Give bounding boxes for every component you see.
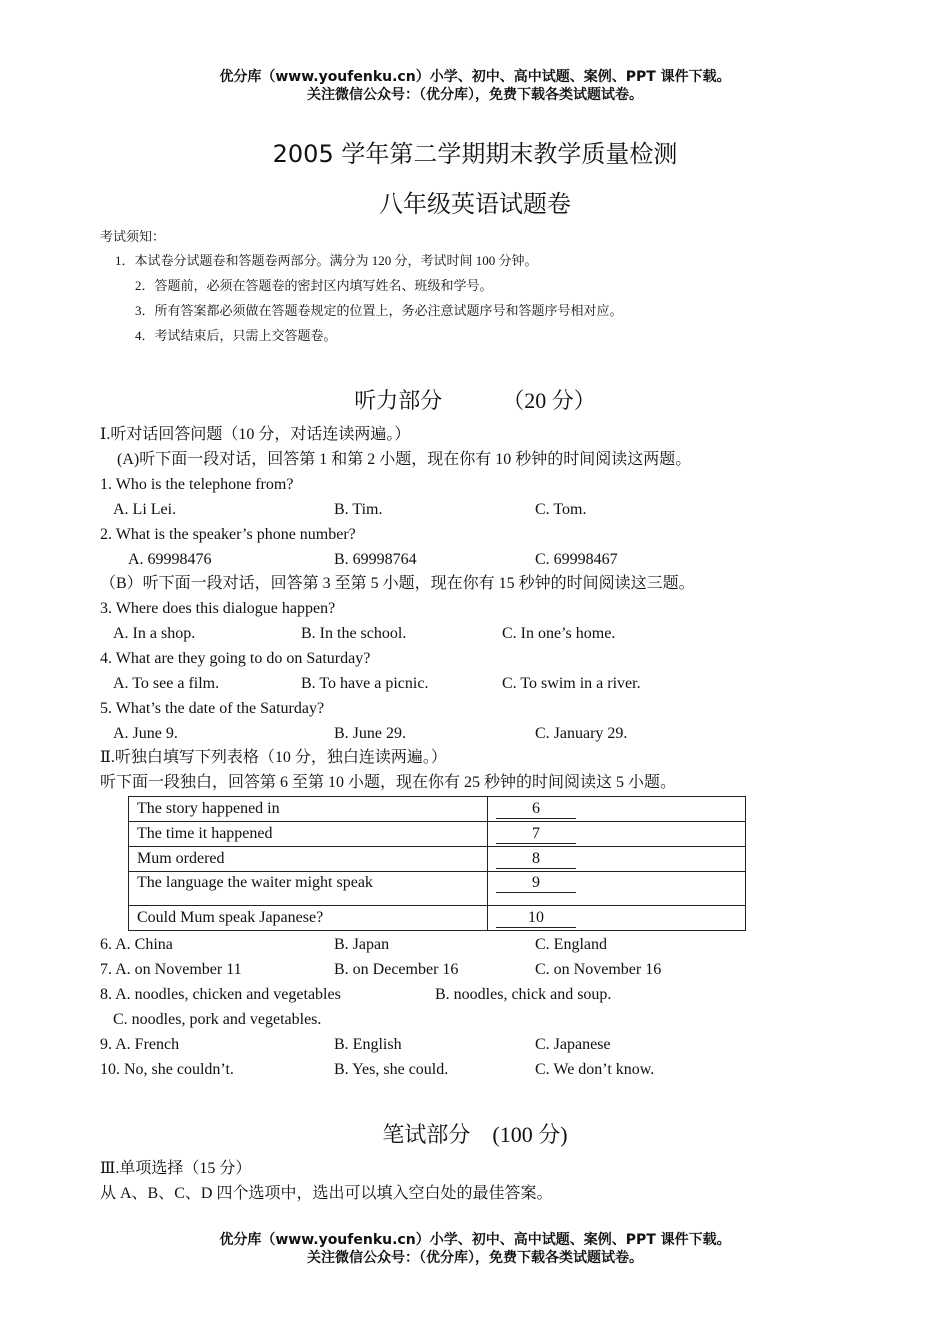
footer-line-1: 优分库（www.youfenku.cn）小学、初中、高中试题、案例、PPT 课件下载。 [219,1232,731,1248]
q6-option-b: B. Japan [334,936,390,953]
q3-option-a: A. In a shop. [113,625,196,642]
part3-heading: Ⅲ.单项选择（15 分） [100,1160,252,1177]
part2-intro: 听下面一段独白，回答第 6 至第 10 小题，现在你有 25 秒钟的时间阅读这 5 小题。 [100,774,677,791]
q5-option-c: C. January 29. [535,725,628,742]
q9-option-c: C. Japanese [535,1036,611,1053]
q4-option-c: C. To swim in a river. [502,675,641,692]
table-row [129,906,746,931]
q6-option-a: 6. A. China [100,936,173,953]
table-row [129,822,746,847]
answer-blank: 9 [496,874,576,893]
q8-option-a: 8. A. noodles, chicken and vegetables [100,986,341,1003]
part3-intro: 从 A、B、C、D 四个选项中，选出可以填入空白处的最佳答案。 [100,1185,553,1202]
q8-option-b: B. noodles, chick and soup. [435,986,612,1003]
written-score: (100 分) [492,1122,568,1147]
part2-heading: Ⅱ.听独白填写下列表格（10 分，独白连读两遍。） [100,749,447,766]
table-label: The time it happened [129,822,488,847]
monologue-table [128,796,746,931]
q10-option-a: 10. No, she couldn’t. [100,1061,234,1078]
part1-b-intro: （B）听下面一段对话，回答第 3 至第 5 小题，现在你有 15 秒钟的时间阅读这三题。 [100,575,695,592]
table-blank-cell [488,822,746,847]
header-line-2: 关注微信公众号：（优分库），免费下载各类试题试卷。 [307,87,643,103]
table-blank-cell [488,872,746,906]
q9-option-b: B. English [334,1036,402,1053]
q10-option-c: C. We don’t know. [535,1061,655,1078]
q3-option-c: C. In one’s home. [502,625,616,642]
q2-option-c: C. 69998467 [535,551,618,568]
part1-heading: Ⅰ.听对话回答问题（10 分，对话连读两遍。） [100,426,411,443]
answer-blank: 8 [496,850,576,869]
q1-option-c: C. Tom. [535,501,587,518]
q8-option-c: C. noodles, pork and vegetables. [113,1011,322,1028]
answer-blank: 10 [496,909,576,928]
written-section-heading [0,1118,950,1149]
notice-item: 2．答题前，必须在答题卷的密封区内填写姓名、班级和学号。 [135,278,493,293]
page-subtitle: 八年级英语试题卷 [379,190,571,218]
question-3: 3. Where does this dialogue happen? [100,600,336,617]
q5-option-a: A. June 9. [113,725,178,742]
q2-option-b: B. 69998764 [334,551,417,568]
table-label: The story happened in [129,797,488,822]
notice-item: 4．考试结束后，只需上交答题卷。 [135,328,337,343]
table-blank-cell [488,906,746,931]
table-blank-cell [488,797,746,822]
written-title: 笔试部分 [382,1122,471,1147]
answer-blank: 7 [496,825,576,844]
q5-option-b: B. June 29. [334,725,406,742]
q2-option-a: A. 69998476 [128,551,212,568]
page-title: 2005 学年第二学期期末教学质量检测 [272,140,678,168]
notice-item: 1．本试卷分试题卷和答题卷两部分。满分为 120 分，考试时间 100 分钟。 [115,253,538,268]
notice-heading: 考试须知： [100,229,166,244]
part1-a-intro: (A)听下面一段对话，回答第 1 和第 2 小题，现在你有 10 秒钟的时间阅读这两题。 [117,451,692,468]
q6-option-c: C. England [535,936,607,953]
notice-item: 3．所有答案都必须做在答题卷规定的位置上，务必注意试题序号和答题序号相对应。 [135,303,623,318]
q10-option-b: B. Yes, she could. [334,1061,449,1078]
listening-section-heading [0,384,950,415]
table-label: Mum ordered [129,847,488,872]
question-1: 1. Who is the telephone from? [100,476,294,493]
table-row [129,797,746,822]
q4-option-a: A. To see a film. [113,675,220,692]
header-line-1: 优分库（www.youfenku.cn）小学、初中、高中试题、案例、PPT 课件下载。 [219,69,731,85]
question-4: 4. What are they going to do on Saturday? [100,650,371,667]
q9-option-a: 9. A. French [100,1036,180,1053]
q7-option-c: C. on November 16 [535,961,662,978]
q3-option-b: B. In the school. [301,625,407,642]
q7-option-b: B. on December 16 [334,961,459,978]
q1-option-b: B. Tim. [334,501,383,518]
table-label: The language the waiter might speak [129,872,488,906]
table-blank-cell [488,847,746,872]
question-5: 5. What’s the date of the Saturday? [100,700,325,717]
q7-option-a: 7. A. on November 11 [100,961,242,978]
footer-line-2: 关注微信公众号：（优分库），免费下载各类试题试卷。 [307,1250,643,1266]
listening-title: 听力部分 [354,388,443,413]
question-2: 2. What is the speaker’s phone number? [100,526,356,543]
answer-blank: 6 [496,800,576,819]
q4-option-b: B. To have a picnic. [301,675,429,692]
table-row [129,847,746,872]
q1-option-a: A. Li Lei. [113,501,177,518]
table-label: Could Mum speak Japanese? [129,906,488,931]
listening-score: （20 分） [502,388,596,413]
table-row [129,872,746,906]
